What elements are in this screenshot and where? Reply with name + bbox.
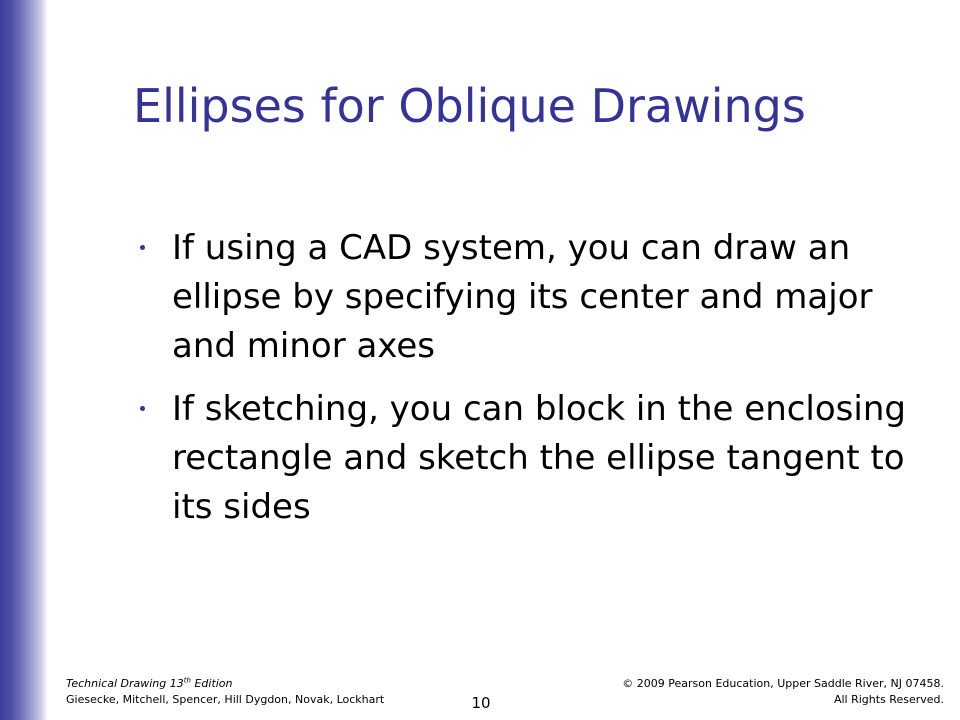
copyright-line-2: All Rights Reserved.	[833, 693, 944, 706]
bullet-item	[132, 385, 932, 532]
book-title-prefix: Technical Drawing 13	[66, 677, 184, 690]
copyright-line-1: © 2009 Pearson Education, Upper Saddle River, NJ 07458.	[622, 677, 944, 690]
bullet-text: If sketching, you can block in the enclosing rectangle and sketch the ellipse tangent to its sides	[172, 389, 906, 527]
footer-copyright	[622, 676, 944, 708]
footer-book-info	[66, 676, 384, 708]
page-number: 10	[471, 694, 491, 712]
bullet-dot-icon	[140, 406, 145, 411]
book-title	[66, 676, 384, 692]
book-authors: Giesecke, Mitchell, Spencer, Hill Dygdon, Novak, Lockhart	[66, 693, 385, 706]
bullet-list	[132, 224, 932, 546]
book-title-sup: th	[183, 676, 191, 685]
side-accent-bar	[0, 0, 48, 720]
slide-title: Ellipses for Oblique Drawings	[133, 79, 806, 133]
bullet-text: If using a CAD system, you can draw an ellipse by specifying its center and major and minor axes	[172, 228, 873, 366]
bullet-item	[132, 224, 932, 371]
book-title-suffix: Edition	[190, 677, 233, 690]
bullet-dot-icon	[140, 245, 145, 250]
